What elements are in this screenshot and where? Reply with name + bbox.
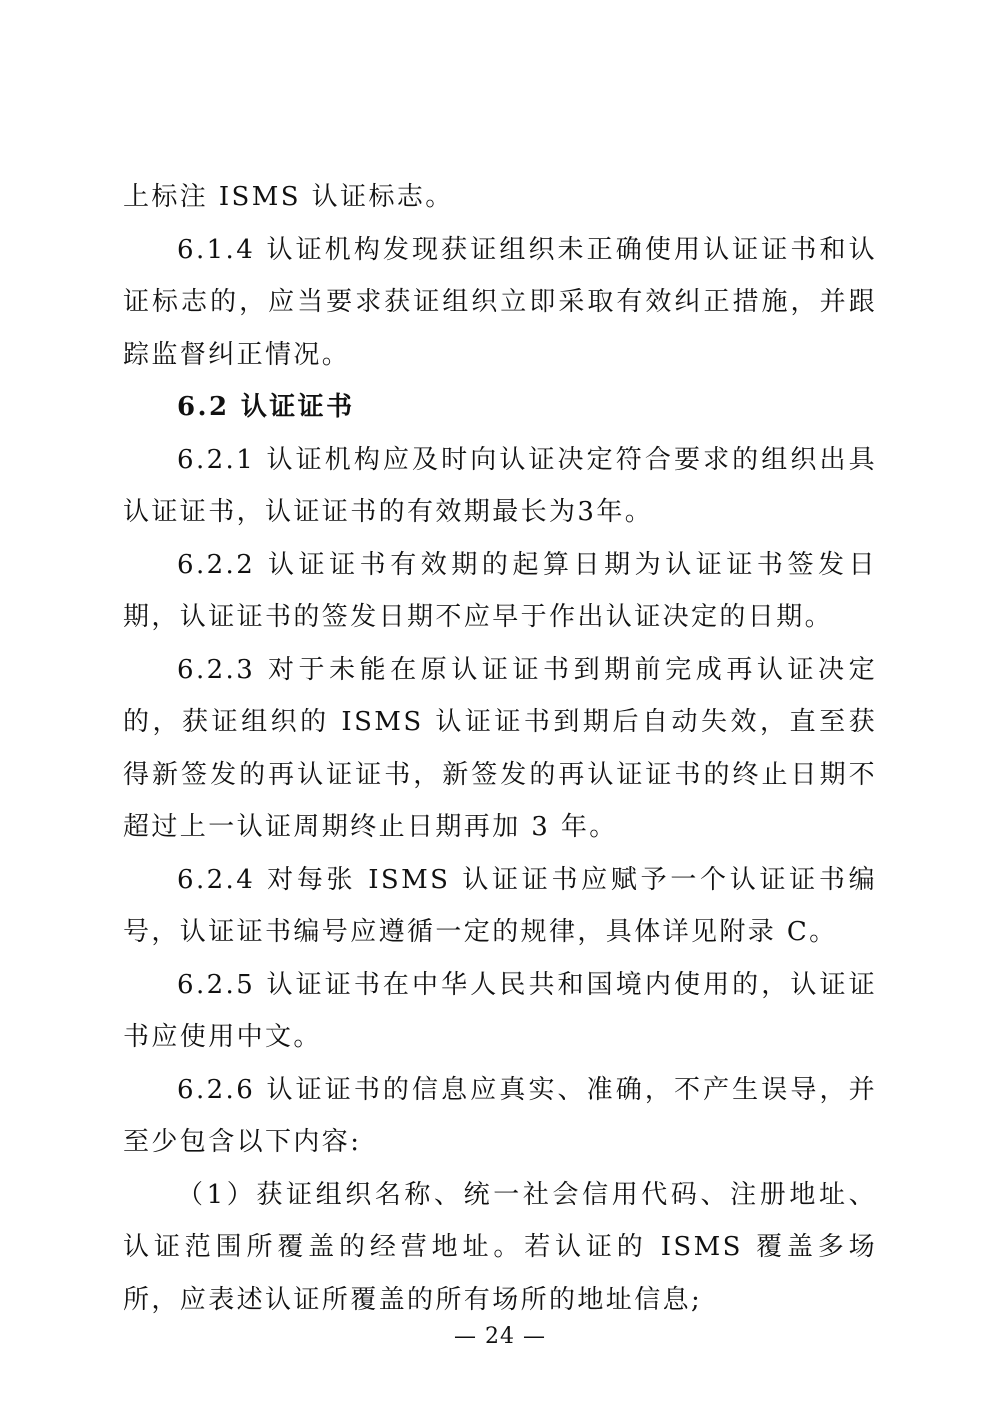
document-body (123, 171, 877, 1326)
list-item-1: （1）获证组织名称、统一社会信用代码、注册地址、认证范围所覆盖的经营地址。若认证的 ISMS 覆盖多场所，应表述认证所覆盖的所有场所的地址信息; (123, 1179, 877, 1315)
paragraph-6-2-1: 6.2.1 认证机构应及时向认证决定符合要求的组织出具认证证书，认证证书的有效期最长为3年。 (123, 444, 877, 527)
continuation-paragraph: 上标注 ISMS 认证标志。 (123, 182, 454, 212)
paragraph-6-1-4: 6.1.4 认证机构发现获证组织未正确使用认证证书和认证标志的，应当要求获证组织立即采取有效纠正措施，并跟踪监督纠正情况。 (123, 234, 877, 370)
paragraph-6-2-2: 6.2.2 认证证书有效期的起算日期为认证证书签发日期，认证证书的签发日期不应早于作出认证决定的日期。 (123, 549, 877, 632)
section-heading-6-2: 6.2 认证证书 (177, 392, 355, 422)
page-number: — 24 — (454, 1324, 546, 1349)
paragraph-6-2-6: 6.2.6 认证证书的信息应真实、准确，不产生误导，并至少包含以下内容: (123, 1074, 877, 1157)
paragraph-6-2-5: 6.2.5 认证证书在中华人民共和国境内使用的，认证证书应使用中文。 (123, 969, 877, 1052)
paragraph-6-2-3: 6.2.3 对于未能在原认证证书到期前完成再认证决定的，获证组织的 ISMS 认证证书到期后自动失效，直至获得新签发的再认证证书，新签发的再认证证书的终止日期不超过上一认证周期终止日期再加 3 年。 (123, 654, 877, 842)
paragraph-6-2-4: 6.2.4 对每张 ISMS 认证证书应赋予一个认证证书编号，认证证书编号应遵循一定的规律，具体详见附录 C。 (123, 864, 877, 947)
